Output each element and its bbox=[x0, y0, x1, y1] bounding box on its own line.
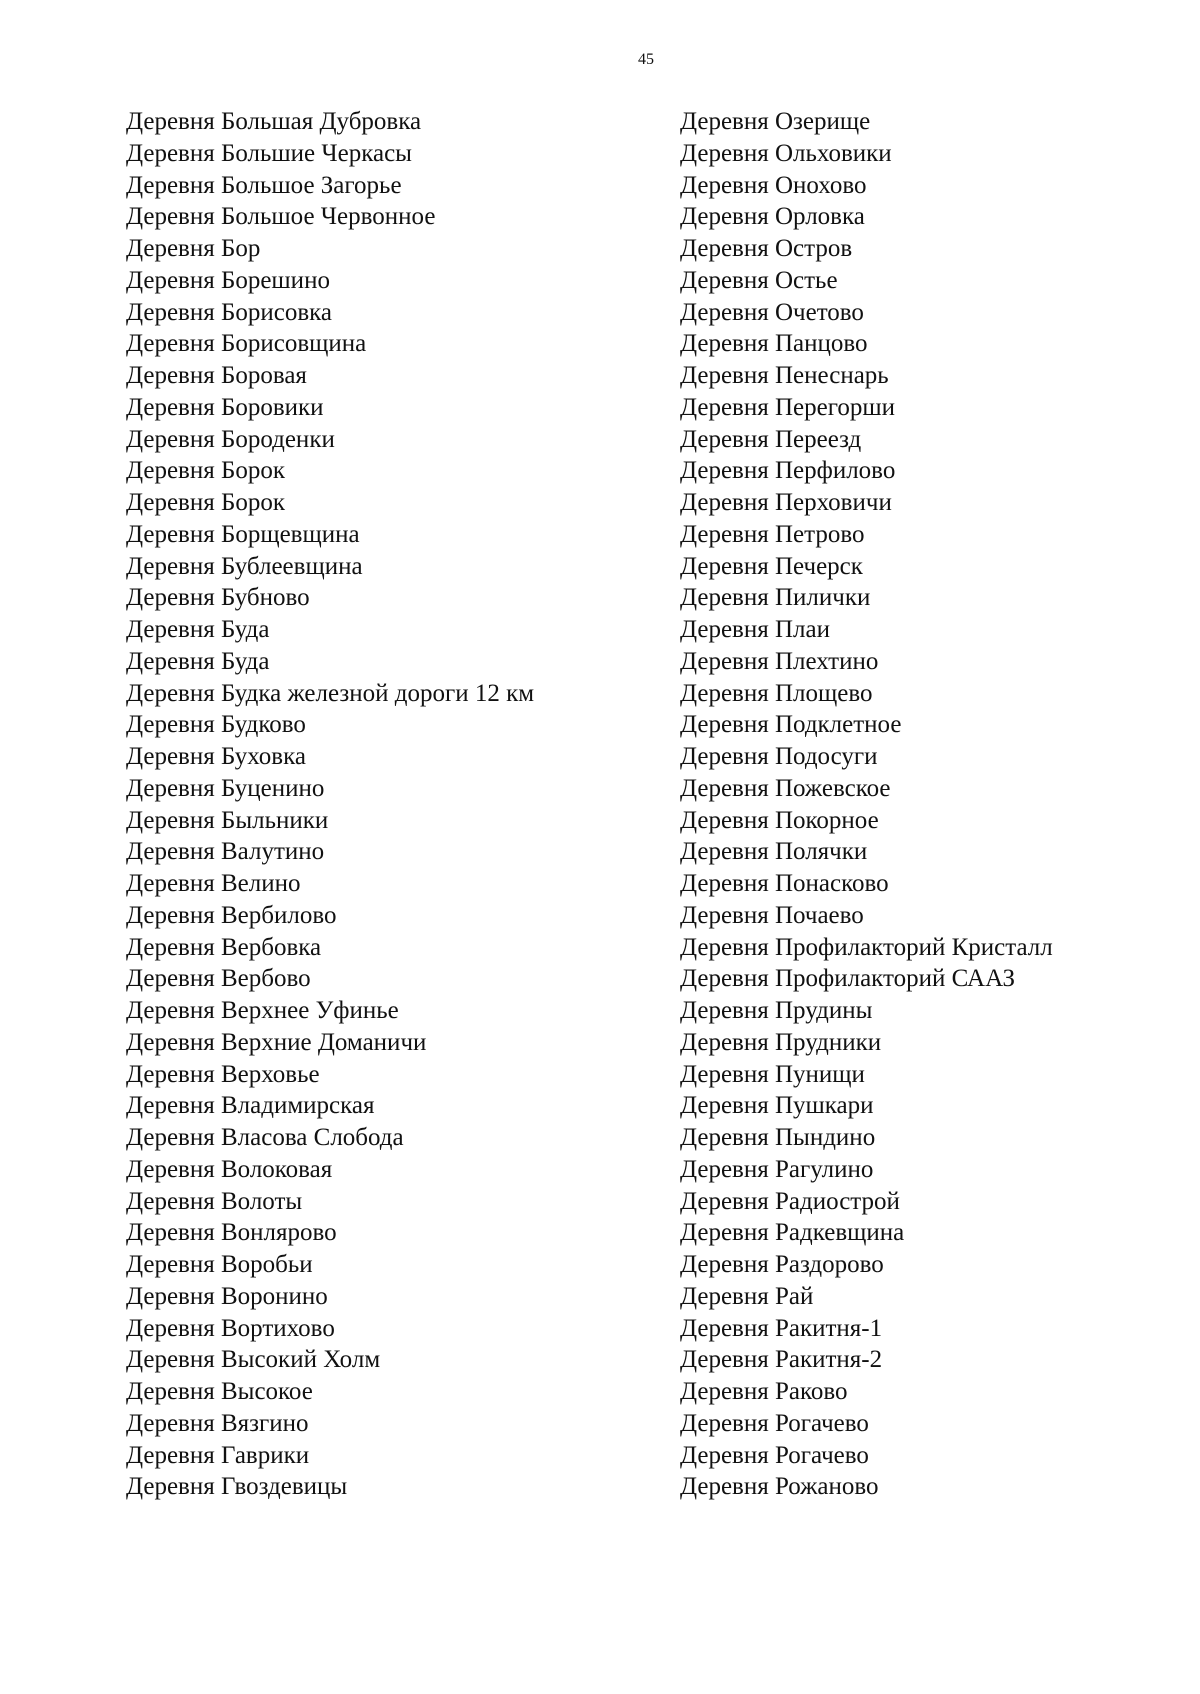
list-item: Деревня Очетово bbox=[680, 298, 864, 326]
list-item: Деревня Подосуги bbox=[680, 743, 878, 770]
list-item: Деревня Печерск bbox=[680, 552, 863, 580]
list-item: Деревня Панцово bbox=[680, 330, 868, 358]
list-item: Деревня Верхние Доманичи bbox=[126, 1028, 427, 1056]
list-item: Деревня Большие Черкасы bbox=[126, 139, 412, 167]
list-item: Деревня Власова Слобода bbox=[126, 1124, 404, 1151]
list-item: Деревня Петрово bbox=[680, 520, 865, 548]
list-item: Деревня Вербовка bbox=[126, 933, 322, 961]
list-item: Деревня Профилакторий СААЗ bbox=[680, 965, 1016, 993]
list-item: Деревня Прудники bbox=[680, 1028, 882, 1056]
list-item: Деревня Пожевское bbox=[680, 774, 891, 802]
list-item: Деревня Бубново bbox=[126, 584, 310, 612]
list-item: Деревня Велино bbox=[126, 870, 301, 897]
list-item: Деревня Перегорши bbox=[680, 393, 895, 421]
right-column-list bbox=[680, 106, 1180, 1503]
list-item: Деревня Буховка bbox=[126, 743, 306, 770]
list-item: Деревня Ракитня-2 bbox=[680, 1346, 883, 1374]
list-item: Деревня Почаево bbox=[680, 901, 864, 929]
list-item: Деревня Прудины bbox=[680, 997, 873, 1024]
list-item: Деревня Перховичи bbox=[680, 489, 892, 516]
list-item: Деревня Вортихово bbox=[126, 1314, 335, 1342]
list-item: Деревня Будка железной дороги 12 км bbox=[126, 679, 535, 707]
list-item: Деревня Площево bbox=[680, 679, 873, 707]
list-item: Деревня Радкевщина bbox=[680, 1219, 905, 1247]
list-item: Деревня Рожаново bbox=[680, 1473, 879, 1501]
list-item: Деревня Переезд bbox=[680, 425, 862, 453]
list-item: Деревня Верхнее Уфинье bbox=[126, 997, 399, 1024]
list-item: Деревня Раздорово bbox=[680, 1251, 884, 1278]
list-item: Деревня Ольховики bbox=[680, 139, 892, 167]
list-item: Деревня Борешино bbox=[126, 266, 330, 294]
list-item: Деревня Рай bbox=[680, 1282, 814, 1310]
list-item: Деревня Полячки bbox=[680, 838, 868, 866]
list-item: Деревня Остров bbox=[680, 235, 853, 262]
list-item: Деревня Высокий Холм bbox=[126, 1346, 381, 1374]
list-item: Деревня Буценино bbox=[126, 774, 325, 802]
list-item: Деревня Гаврики bbox=[126, 1441, 310, 1469]
list-item: Деревня Профилакторий Кристалл bbox=[680, 933, 1053, 961]
list-item: Деревня Радиострой bbox=[680, 1187, 900, 1215]
list-item: Деревня Понасково bbox=[680, 870, 889, 897]
list-item: Деревня Онохово bbox=[680, 171, 867, 199]
list-item: Деревня Вязгино bbox=[126, 1409, 309, 1437]
list-item: Деревня Покорное bbox=[680, 806, 879, 834]
list-item: Деревня Рагулино bbox=[680, 1155, 874, 1183]
list-item: Деревня Подклетное bbox=[680, 711, 902, 739]
list-item: Деревня Плехтино bbox=[680, 647, 879, 675]
page-number: 45 bbox=[638, 51, 654, 68]
list-item: Деревня Будково bbox=[126, 711, 306, 739]
list-item: Деревня Борисовка bbox=[126, 298, 332, 326]
list-item: Деревня Орловка bbox=[680, 203, 865, 231]
list-item: Деревня Большое Червонное bbox=[126, 203, 436, 231]
list-item: Деревня Буда bbox=[126, 647, 270, 675]
list-item: Деревня Озерище bbox=[680, 108, 871, 135]
list-item: Деревня Воронино bbox=[126, 1282, 328, 1310]
left-column-list bbox=[126, 106, 666, 1503]
list-item: Деревня Волоты bbox=[126, 1187, 303, 1215]
list-item: Деревня Ракитня-1 bbox=[680, 1314, 883, 1342]
list-item: Деревня Боровая bbox=[126, 362, 307, 389]
list-item: Деревня Пындино bbox=[680, 1124, 876, 1151]
list-item: Деревня Борок bbox=[126, 489, 285, 516]
list-item: Деревня Рогачево bbox=[680, 1441, 869, 1469]
list-item: Деревня Пилички bbox=[680, 584, 871, 612]
list-item: Деревня Верховье bbox=[126, 1060, 320, 1088]
list-item: Деревня Воробьи bbox=[126, 1251, 313, 1278]
list-item: Деревня Боровики bbox=[126, 393, 324, 421]
list-item: Деревня Вербово bbox=[126, 965, 311, 993]
list-item: Деревня Рогачево bbox=[680, 1409, 869, 1437]
list-item: Деревня Большое Загорье bbox=[126, 171, 402, 199]
list-item: Деревня Плаи bbox=[680, 616, 830, 643]
list-item: Деревня Большая Дубровка bbox=[126, 108, 422, 135]
list-item: Деревня Раково bbox=[680, 1378, 848, 1405]
list-item: Деревня Быльники bbox=[126, 806, 329, 834]
list-item: Деревня Волоковая bbox=[126, 1155, 333, 1183]
list-item: Деревня Буда bbox=[126, 616, 270, 643]
list-item: Деревня Бублеевщина bbox=[126, 552, 363, 580]
list-item: Деревня Вонлярово bbox=[126, 1219, 337, 1247]
list-item: Деревня Бороденки bbox=[126, 425, 335, 453]
list-item: Деревня Перфилово bbox=[680, 457, 896, 485]
list-item: Деревня Владимирская bbox=[126, 1092, 375, 1120]
list-item: Деревня Гвоздевицы bbox=[126, 1473, 348, 1501]
list-item: Деревня Пушкари bbox=[680, 1092, 874, 1120]
list-item: Деревня Борисовщина bbox=[126, 330, 367, 358]
list-item: Деревня Высокое bbox=[126, 1378, 313, 1405]
list-item: Деревня Бор bbox=[126, 235, 261, 262]
list-item: Деревня Борок bbox=[126, 457, 285, 485]
list-item: Деревня Пенеснарь bbox=[680, 362, 889, 389]
list-item: Деревня Валутино bbox=[126, 838, 325, 866]
list-item: Деревня Остье bbox=[680, 266, 838, 294]
list-item: Деревня Вербилово bbox=[126, 901, 337, 929]
list-item: Деревня Борщевщина bbox=[126, 520, 360, 548]
list-item: Деревня Пунищи bbox=[680, 1060, 865, 1088]
